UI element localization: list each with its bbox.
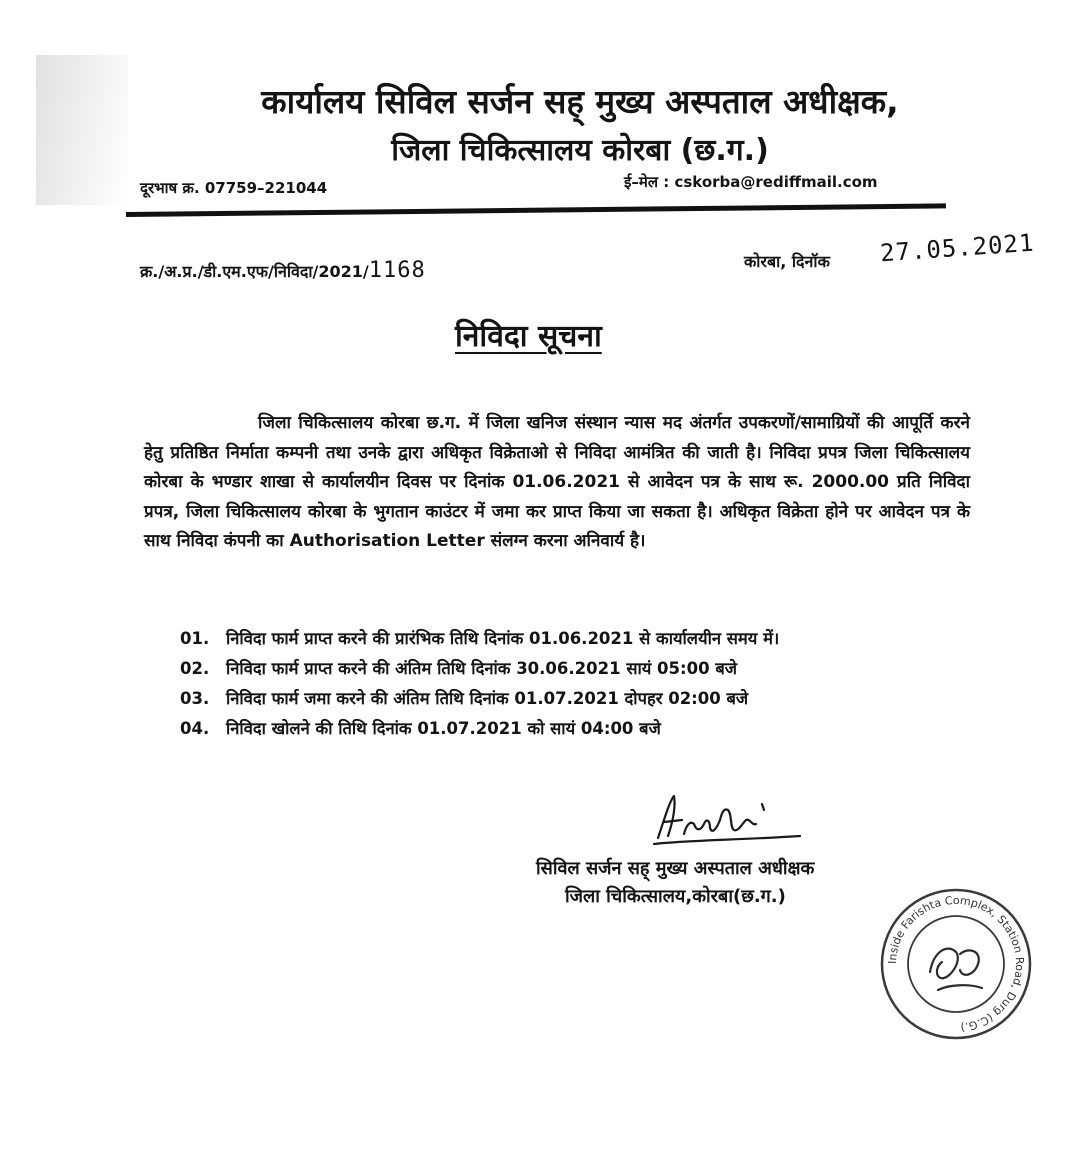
office-title-line-1: कार्यालय सिविल सर्जन सह् मुख्य अस्पताल अधीक्षक, bbox=[261, 82, 899, 121]
schedule-item bbox=[180, 684, 960, 714]
handwritten-signature bbox=[650, 790, 810, 850]
handwritten-date: 27.05.2021 bbox=[879, 228, 1036, 268]
schedule-item-number: 04. bbox=[180, 719, 210, 738]
schedule-item-number: 02. bbox=[180, 659, 210, 678]
schedule-item-text: निविदा फार्म जमा करने की अंतिम तिथि दिनांक 01.07.2021 दोपहर 02:00 बजे bbox=[226, 689, 749, 708]
phone-number: दूरभाष क्र. 07759–221044 bbox=[140, 179, 328, 197]
schedule-item bbox=[180, 624, 960, 654]
schedule-item-text: निविदा फार्म प्राप्त करने की प्रारंभिक तिथि दिनांक 01.06.2021 से कार्यालयीन समय में। bbox=[226, 629, 780, 648]
schedule-item bbox=[180, 654, 960, 684]
email-address: ई–मेल : cskorba@rediffmail.com bbox=[624, 173, 878, 191]
schedule-list bbox=[180, 624, 960, 744]
notice-heading: निविदा सूचना bbox=[455, 319, 602, 354]
schedule-item-text: निविदा खोलने की तिथि दिनांक 01.07.2021 को सायं 04:00 बजे bbox=[226, 719, 661, 738]
schedule-item-text: निविदा फार्म प्राप्त करने की अंतिम तिथि दिनांक 30.06.2021 सायं 05:00 बजे bbox=[226, 659, 737, 678]
signatory-designation: सिविल सर्जन सह् मुख्य अस्पताल अधीक्षक bbox=[536, 858, 815, 879]
notice-body: जिला चिकित्सालय कोरबा छ.ग. में जिला खनिज संस्थान न्यास मद अंतर्गत उपकरणों/सामाग्रियों की आपूर्ति करने हेतु प्रतिष्ठित निर्माता कम्पनी तथा उनके द्वारा अधिकृत विक्रेताओ से निविदा आमंत्रित की जाती है। निविदा प्रपत्र जिला चिकित्सालय कोरबा के भण्डार शाखा से कार्यालयीन दिवस पर दिनांक 01.06.2021 से आवेदन पत्र के साथ रू. 2000.00 प्रति निविदा प्रपत्र, जिला चिकित्सालय कोरबा के भुगतान काउंटर में जमा कर प्राप्त किया जा सकता है। अधिकृत विक्रेता होने पर आवेदन पत्र के साथ निविदा कंपनी का Authorisation Letter संलग्न करना अनिवार्य है। bbox=[144, 413, 970, 551]
schedule-item-number: 01. bbox=[180, 629, 210, 648]
office-title-line-2: जिला चिकित्सालय कोरबा (छ.ग.) bbox=[391, 133, 769, 168]
reference-handwritten-number: 1168 bbox=[368, 258, 426, 283]
rubber-stamp-seal bbox=[878, 886, 1034, 1042]
schedule-item-number: 03. bbox=[180, 689, 210, 708]
place-date-label: कोरबा, दिनॉक bbox=[744, 252, 830, 271]
signatory-office: जिला चिकित्सालय,कोरबा(छ.ग.) bbox=[565, 886, 786, 907]
schedule-item bbox=[180, 714, 960, 744]
reference-number bbox=[140, 258, 426, 283]
header-divider bbox=[126, 203, 946, 217]
seal-ring-text: Inside Farishta Complex, Station Road, Durg (C.G.) bbox=[885, 893, 1027, 1034]
reference-prefix: क्र./अ.प्र./डी.एम.एफ/निविदा/2021/ bbox=[140, 262, 369, 281]
